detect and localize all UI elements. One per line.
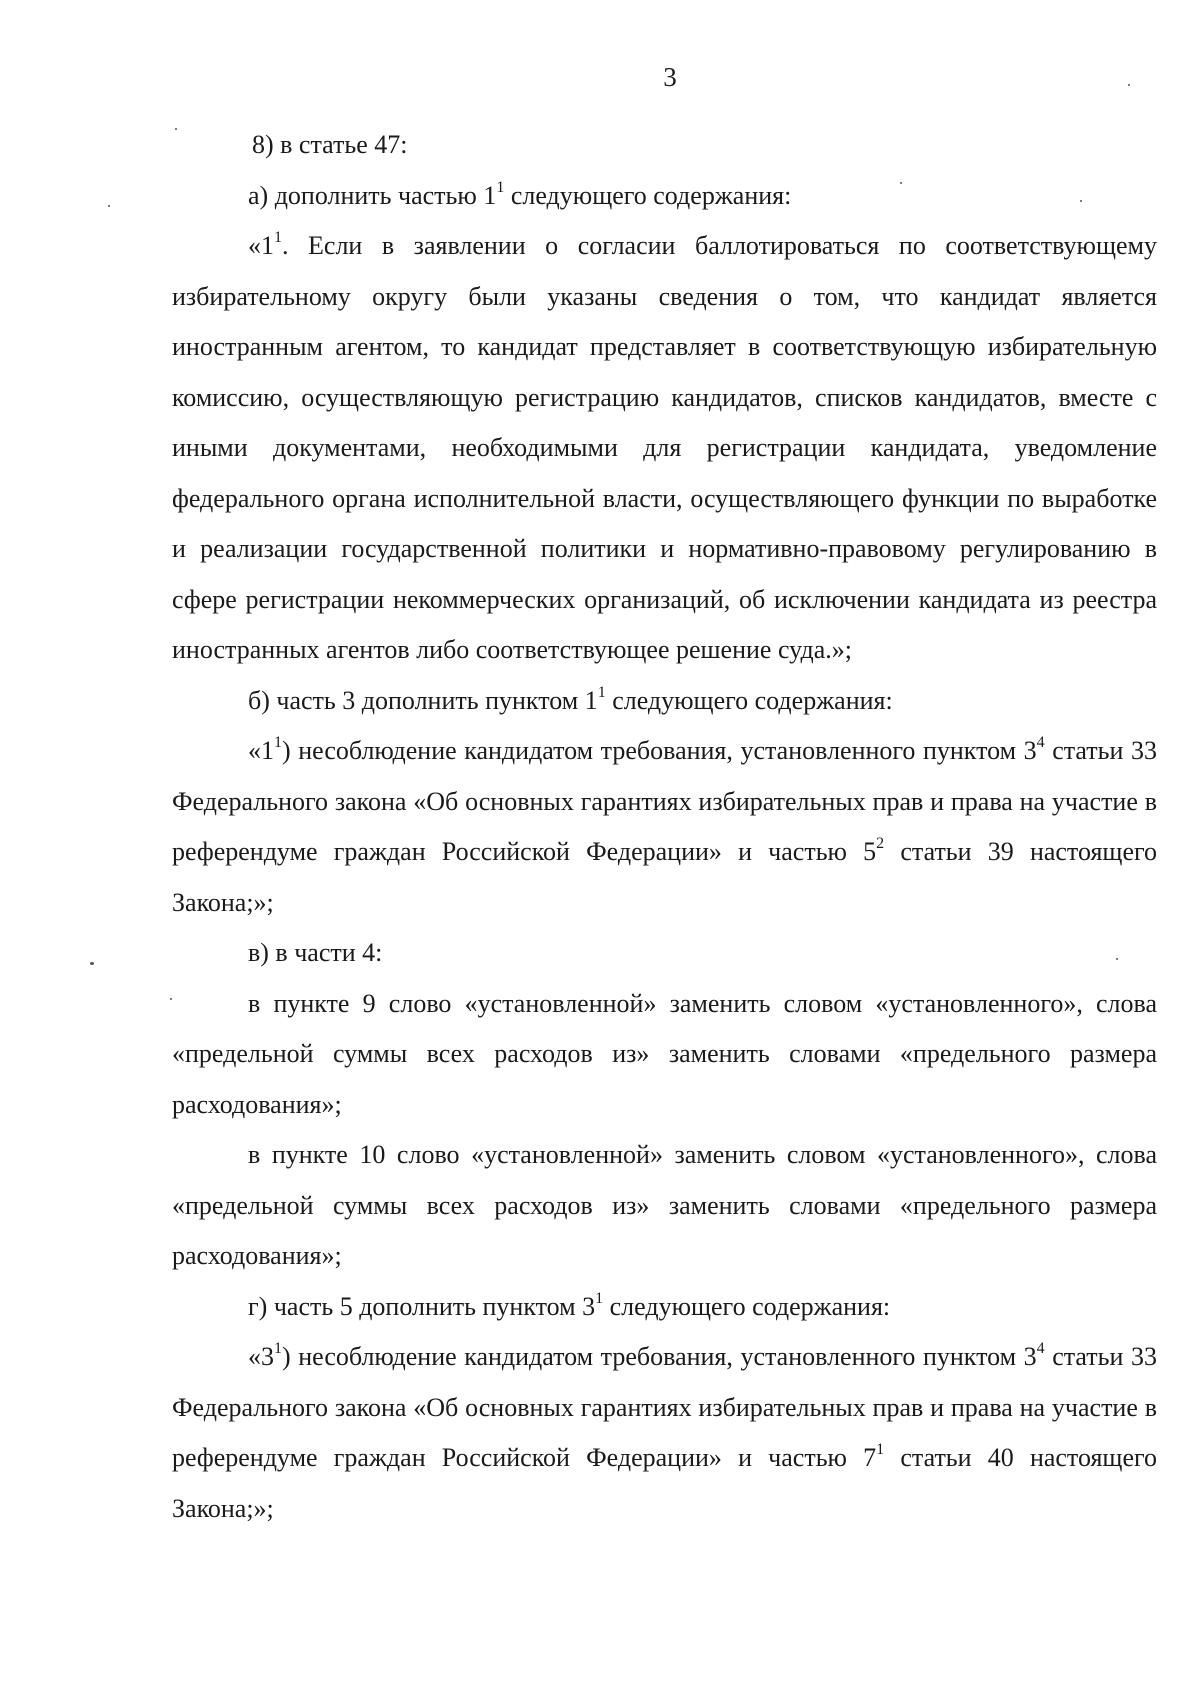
paragraph-item-v <box>172 928 1157 979</box>
paragraph-text: а) дополнить частью 1 <box>248 180 497 210</box>
superscript: 4 <box>1036 1340 1045 1358</box>
paragraph-text: в пункте 10 слово «установленной» заменить словом «установленного», слова «предельной суммы всех расходов из» заменить словами «предельного размера расходования»; <box>172 1140 1157 1270</box>
paragraph-text: в) в части 4: <box>248 938 383 967</box>
paragraph-point-10 <box>172 1130 1157 1282</box>
paragraph-text: ) несоблюдение кандидатом требования, установленного пунктом 3 <box>282 736 1037 765</box>
paragraph-text: г) часть 5 дополнить пунктом 3 <box>248 1291 596 1321</box>
scan-speck <box>90 962 94 965</box>
paragraph-text: б) часть 3 дополнить пунктом 1 <box>248 685 598 715</box>
paragraph-text: 8) в статье 47: <box>252 130 408 159</box>
paragraph-text: «1 <box>248 231 274 260</box>
paragraph-point-1-1 <box>172 726 1157 928</box>
paragraph-point-9 <box>172 979 1157 1131</box>
paragraph-text: ) несоблюдение кандидатом требования, установленного пунктом 3 <box>282 1342 1037 1371</box>
superscript: 4 <box>1036 734 1045 752</box>
superscript: 1 <box>597 683 606 701</box>
superscript: 1 <box>595 1289 604 1307</box>
paragraph-text: статьи 33 Федерального закона «Об основных гарантиях избирательных прав и права на участие в референдуме граждан Российской Федерации» и частью 7 <box>172 1342 1157 1472</box>
scan-speck <box>170 998 172 1000</box>
paragraph-item-a <box>172 171 1157 222</box>
paragraph-text: следующего содержания: <box>504 180 792 210</box>
scan-speck <box>108 205 110 207</box>
paragraph-text: статьи 39 настоящего Закона;»; <box>172 837 1157 917</box>
paragraph-text: в пункте 9 слово «установленной» заменить словом «установленного», слова «предельной суммы всех расходов из» заменить словами «предельного размера расходования»; <box>172 988 1157 1119</box>
paragraph-part-1-1 <box>172 221 1157 676</box>
superscript: 1 <box>274 734 282 752</box>
paragraph-text: «1 <box>248 736 274 765</box>
superscript: 1 <box>876 1441 885 1459</box>
scan-speck <box>1116 958 1118 960</box>
paragraph-text: «3 <box>248 1342 274 1371</box>
paragraph-item-g <box>172 1282 1157 1333</box>
scan-speck <box>1080 200 1082 202</box>
scan-speck <box>900 182 902 184</box>
document-body <box>172 120 1157 1534</box>
paragraph-text: статьи 40 настоящего Закона;»; <box>172 1443 1157 1523</box>
paragraph-item-b <box>172 676 1157 727</box>
superscript: 1 <box>496 178 505 196</box>
paragraph-text: . Если в заявлении о согласии баллотироваться по соответствующему избирательному округу были указаны сведения о том, что кандидат является иностранным агентом, то кандидат представляет в соответствующую избирательную комиссию, осуществляющую регистрацию кандидатов, списков кандидатов, вместе с иными документами, необходимыми для регистрации кандидата, уведомление федерального органа исполнительной власти, осуществляющего функции по выработке и реализации государственной политики и нормативно-правовому регулированию в сфере регистрации некоммерческих организаций, об исключении кандидата из реестра иностранных агентов либо соответствующее решение суда.»; <box>172 231 1157 664</box>
paragraph-point-3-1 <box>172 1332 1157 1534</box>
paragraph-text: следующего содержания: <box>603 1291 891 1321</box>
paragraph-article-47 <box>172 120 1157 171</box>
superscript: 1 <box>274 229 282 247</box>
page-number: 3 <box>663 62 677 92</box>
paragraph-text: статьи 33 Федерального закона «Об основных гарантиях избирательных прав и права на участие в референдуме граждан Российской Федерации» и частью 5 <box>172 736 1157 866</box>
scan-speck <box>175 128 177 130</box>
scan-speck <box>1128 84 1130 86</box>
paragraph-text: следующего содержания: <box>605 685 893 715</box>
superscript: 1 <box>274 1340 282 1358</box>
superscript: 2 <box>876 835 885 853</box>
